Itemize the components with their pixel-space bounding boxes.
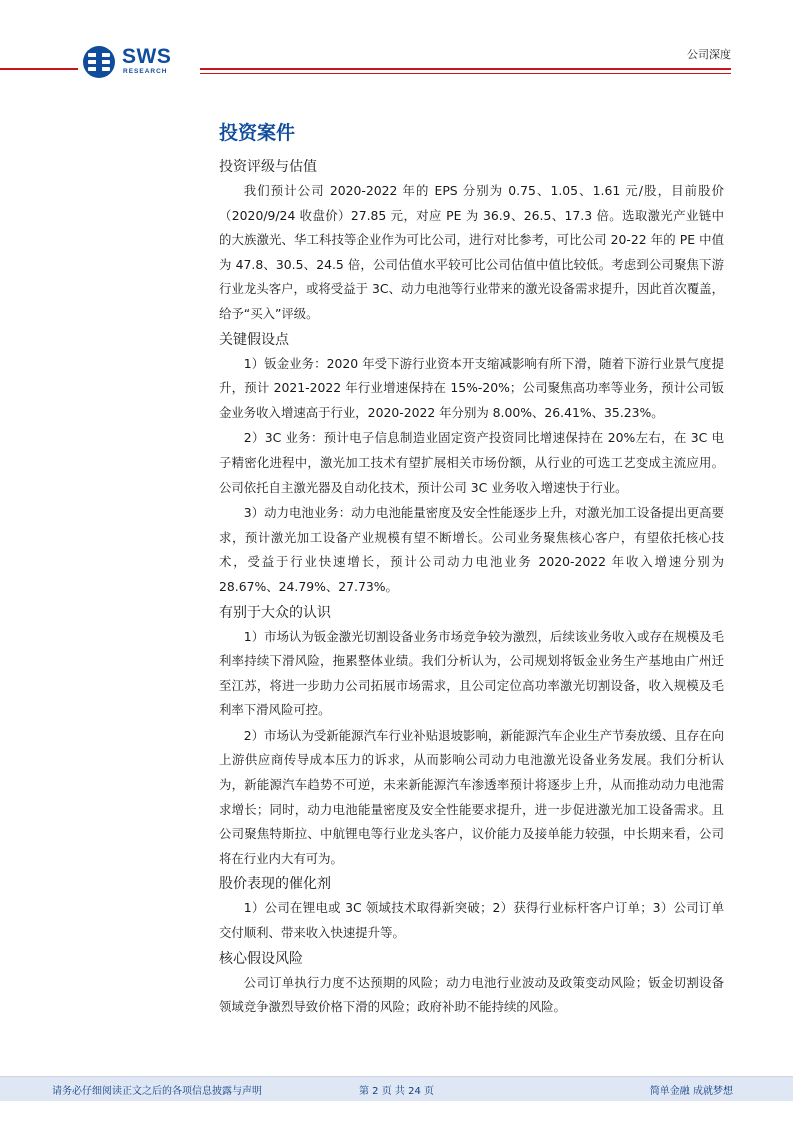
section-heading: 有别于大众的认识 <box>219 604 331 621</box>
page-number: 第 2 页 共 24 页 <box>359 1086 434 1097</box>
page-footer <box>0 1077 793 1101</box>
paragraph: 2）3C 业务：预计电子信息制造业固定资产投资同比增速保持在 20%左右，在 3C 电子精密化进程中，激光加工技术有望扩展相关市场份额，从行业的可选工艺变成主流应用。公司依托自主激光器及自动化技术，预计公司 3C 业务收入增速快于行业。 <box>219 430 724 495</box>
sws-logo-mark-icon <box>82 45 116 79</box>
paragraph: 我们预计公司 2020-2022 年的 EPS 分别为 0.75、1.05、1.61 元/股，目前股价（2020/9/24 收盘价）27.85 元，对应 PE 为 36.9、26.5、17.3 倍。选取激光产业链中的大族激光、华工科技等企业作为可比公司，进行对比参考，可比公司 20-22 年的 PE 中值为 47.8、30.5、24.5 倍，公司估值水平较可比公司估值中值比较低。考虑到公司聚焦下游行业龙头客户，或将受益于 3C、动力电池等行业带来的激光设备需求提升，因此首次覆盖，给予“买入”评级。 <box>219 183 724 321</box>
section-valuation <box>219 155 724 327</box>
header-rule-right <box>200 68 731 70</box>
header-rule-left <box>0 68 78 70</box>
section-key-assumptions <box>219 328 724 600</box>
paragraph: 1）钣金业务：2020 年受下游行业资本开支缩减影响有所下滑，随着下游行业景气度提升，预计 2021-2022 年行业增速保持在 15%-20%；公司聚焦高功率等业务，预计公司钣金业务收入增速高于行业，2020-2022 年分别为 8.00%、26.41%、35.23%。 <box>219 355 724 420</box>
document-type: 公司深度 <box>687 48 731 61</box>
paragraph: 1）公司在锂电或 3C 领域技术取得新突破；2）获得行业标杆客户订单；3）公司订单交付顺利、带来收入快速提升等。 <box>219 900 724 941</box>
header-rule-right-thin <box>200 73 731 74</box>
paragraph: 公司订单执行力度不达预期的风险；动力电池行业波动及政策变动风险；钣金切割设备领域竞争激烈导致价格下滑的风险；政府补助不能持续的风险。 <box>219 974 724 1015</box>
section-differentiated-view <box>219 601 724 872</box>
section-heading: 股价表现的催化剂 <box>219 876 331 893</box>
paragraph: 1）市场认为钣金激光切割设备业务市场竞争较为激烈，后续该业务收入或存在规模及毛利率持续下滑风险，拖累整体业绩。我们分析认为，公司规划将钣金业务生产基地由广州迁至江苏，将进一步助力公司拓展市场需求，且公司定位高功率激光切割设备，收入规模及毛利率下滑风险可控。 <box>219 628 724 718</box>
section-heading: 核心假设风险 <box>219 950 303 967</box>
page-title: 投资案件 <box>219 122 296 144</box>
footer-slogan: 简单金融 成就梦想 <box>649 1086 733 1097</box>
sws-logo <box>82 45 192 81</box>
footer-disclaimer: 请务必仔细阅读正文之后的各项信息披露与声明 <box>52 1086 262 1097</box>
paragraph: 2）市场认为受新能源汽车行业补贴退坡影响，新能源汽车企业生产节奏放缓、且存在向上游供应商传导成本压力的诉求，从而影响公司动力电池激光设备业务发展。我们分析认为，新能源汽车趋势不可逆，未来新能源汽车渗透率预计将逐步上升，从而推动动力电池需求增长；同时，动力电池能量密度及安全性能要求提升，进一步促进激光加工设备需求。且公司聚焦特斯拉、中航锂电等行业龙头客户，议价能力及接单能力较强，中长期来看，公司将在行业内大有可为。 <box>219 727 724 866</box>
main-content <box>219 120 724 1021</box>
section-heading: 关键假设点 <box>219 331 289 348</box>
section-risks <box>219 947 724 1020</box>
paragraph: 3）动力电池业务：动力电池能量密度及安全性能逐步上升，对激光加工设备提出更高要求，预计激光加工设备产业规模有望不断增长。公司业务聚焦核心客户，有望依托核心技术，受益于行业快速增长，预计公司动力电池业务 2020-2022 年收入增速分别为 28.67%、24.79%、27.73%。 <box>219 505 724 594</box>
page-header <box>0 0 793 90</box>
logo-subtext: RESEARCH <box>123 68 168 75</box>
logo-text: SWS <box>122 45 172 68</box>
section-catalysts <box>219 872 724 945</box>
section-heading: 投资评级与估值 <box>219 159 317 175</box>
